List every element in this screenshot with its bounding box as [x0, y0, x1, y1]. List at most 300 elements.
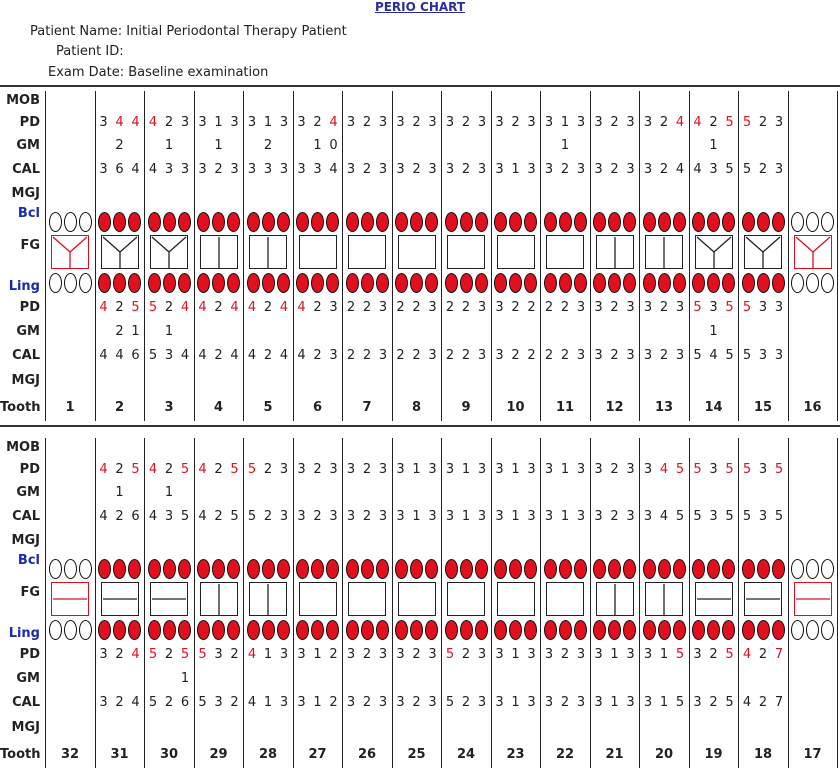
bleeding-site-marked[interactable]: [623, 212, 636, 232]
bleeding-site-marked[interactable]: [593, 273, 606, 293]
lower-tooth-number[interactable]: 22: [555, 747, 575, 762]
lower-lingual-bleeding-sites: [294, 620, 342, 640]
lower-buccal_pd-value: 3: [445, 462, 455, 477]
bleeding-site-marked[interactable]: [574, 212, 587, 232]
bleeding-site-marked[interactable]: [277, 273, 290, 293]
bleeding-site-empty[interactable]: [791, 620, 804, 640]
lower-tooth-number[interactable]: 26: [357, 747, 377, 762]
bleeding-site-marked[interactable]: [509, 273, 522, 293]
lower-buccal_cal-value: 4: [148, 509, 158, 524]
bleeding-site-marked[interactable]: [494, 620, 507, 640]
bleeding-site-marked[interactable]: [197, 212, 210, 232]
bleeding-site-marked[interactable]: [494, 273, 507, 293]
upper-buccal_gm-value: [96, 138, 112, 153]
lower-lingual_pd-value: 3: [346, 647, 356, 662]
bleeding-site-marked[interactable]: [772, 212, 785, 232]
bleeding-site-marked[interactable]: [608, 212, 621, 232]
upper-tooth-number[interactable]: 12: [605, 400, 624, 415]
lower-lingual_pd-value: 2: [329, 647, 338, 662]
bleeding-site-empty[interactable]: [79, 559, 92, 579]
lower-tooth-number[interactable]: 31: [110, 747, 129, 762]
lower-furcation-graphic: [497, 582, 535, 616]
bleeding-site-marked[interactable]: [673, 559, 686, 579]
bleeding-site-marked[interactable]: [376, 273, 389, 293]
bleeding-site-marked[interactable]: [178, 620, 191, 640]
upper-lingual_cal-value: 4: [297, 348, 306, 363]
upper-lingual_pd-value: 3: [626, 300, 635, 315]
bleeding-site-marked[interactable]: [475, 273, 488, 293]
bleeding-site-marked[interactable]: [460, 559, 473, 579]
lower-furcation-graphic: [398, 582, 436, 616]
upper-tooth-number[interactable]: 7: [362, 400, 372, 415]
bleeding-site-marked[interactable]: [692, 620, 705, 640]
bleeding-site-marked[interactable]: [296, 559, 309, 579]
bleeding-site-marked[interactable]: [772, 273, 785, 293]
bleeding-site-marked[interactable]: [707, 273, 720, 293]
bleeding-site-marked[interactable]: [623, 559, 636, 579]
bleeding-site-empty[interactable]: [821, 273, 834, 293]
bleeding-site-marked[interactable]: [692, 273, 705, 293]
bleeding-site-marked[interactable]: [524, 559, 537, 579]
upper-buccal_cal-cell: [591, 162, 639, 177]
lower-lingual_cal-value: 3: [297, 695, 306, 710]
bleeding-site-marked[interactable]: [128, 212, 141, 232]
upper-buccal_pd-value: 3: [297, 115, 306, 130]
bleeding-site-marked[interactable]: [361, 212, 374, 232]
bleeding-site-marked[interactable]: [98, 273, 111, 293]
bleeding-site-marked[interactable]: [757, 559, 770, 579]
bleeding-site-marked[interactable]: [247, 620, 260, 640]
bleeding-site-marked[interactable]: [559, 620, 572, 640]
bleeding-site-marked[interactable]: [197, 273, 210, 293]
bleeding-site-marked[interactable]: [692, 212, 705, 232]
bleeding-site-marked[interactable]: [524, 620, 537, 640]
upper-tooth-number[interactable]: 1: [65, 400, 75, 415]
upper-tooth-number[interactable]: 11: [555, 400, 575, 415]
upper-lingual_pd-value: 3: [495, 300, 504, 315]
bleeding-site-marked[interactable]: [425, 273, 438, 293]
upper-buccal-bleeding-sites: [640, 212, 688, 232]
lower-column-separator: [788, 438, 789, 768]
bleeding-site-marked[interactable]: [197, 620, 210, 640]
lower-lingual_cal-value: 5: [445, 695, 455, 710]
bleeding-site-marked[interactable]: [722, 212, 735, 232]
bleeding-site-marked[interactable]: [722, 620, 735, 640]
lower-buccal_cal-value: 2: [610, 509, 619, 524]
upper-buccal_cal-cell: [640, 162, 688, 177]
upper-tooth-number[interactable]: 6: [312, 400, 323, 415]
lower-lingual-bleeding-sites: [690, 620, 738, 640]
bleeding-site-marked[interactable]: [212, 620, 225, 640]
upper-buccal_pd-value: 2: [461, 115, 471, 130]
upper-tooth-number[interactable]: 15: [753, 400, 773, 415]
bleeding-site-empty[interactable]: [49, 620, 62, 640]
bleeding-site-marked[interactable]: [326, 273, 339, 293]
lower-tooth-number[interactable]: 32: [60, 747, 80, 762]
bleeding-site-marked[interactable]: [658, 212, 671, 232]
bleeding-site-marked[interactable]: [98, 212, 111, 232]
upper-buccal-bleeding-sites: [343, 212, 391, 232]
bleeding-site-marked[interactable]: [608, 273, 621, 293]
bleeding-site-marked[interactable]: [757, 212, 770, 232]
bleeding-site-marked[interactable]: [113, 273, 126, 293]
upper-buccal_gm-value: 1: [560, 138, 570, 153]
bleeding-site-marked[interactable]: [460, 273, 473, 293]
lower-buccal_pd-value: 3: [428, 462, 437, 477]
upper-lingual_pd-value: 2: [659, 300, 669, 315]
bleeding-site-marked[interactable]: [707, 620, 720, 640]
middle-divider: [0, 425, 840, 427]
bleeding-site-empty[interactable]: [791, 559, 804, 579]
bleeding-site-marked[interactable]: [509, 212, 522, 232]
bleeding-site-marked[interactable]: [757, 273, 770, 293]
lower-tooth-number[interactable]: 21: [605, 747, 624, 762]
bleeding-site-marked[interactable]: [608, 559, 621, 579]
lower-buccal_cal-value: 5: [725, 509, 734, 524]
bleeding-site-marked[interactable]: [460, 620, 473, 640]
lower-buccal_cal-value: 3: [445, 509, 455, 524]
bleeding-site-marked[interactable]: [163, 620, 176, 640]
bleeding-site-marked[interactable]: [772, 559, 785, 579]
lower-tooth-number[interactable]: 17: [803, 747, 822, 762]
bleeding-site-marked[interactable]: [311, 620, 324, 640]
upper-buccal_pd-cell: [739, 115, 787, 130]
row-label-gm: GM: [16, 485, 40, 500]
lower-tooth-number[interactable]: 28: [258, 747, 278, 762]
bleeding-site-marked[interactable]: [296, 273, 309, 293]
bleeding-site-marked[interactable]: [410, 620, 423, 640]
lower-tooth-number[interactable]: 29: [209, 747, 228, 762]
bleeding-site-marked[interactable]: [425, 559, 438, 579]
bleeding-site-marked[interactable]: [395, 620, 408, 640]
upper-furcation-graphic: [348, 235, 386, 269]
upper-tooth-number[interactable]: 2: [114, 400, 125, 415]
bleeding-site-marked[interactable]: [346, 273, 359, 293]
bleeding-site-marked[interactable]: [326, 620, 339, 640]
bleeding-site-marked[interactable]: [460, 212, 473, 232]
bleeding-site-marked[interactable]: [148, 212, 161, 232]
bleeding-site-marked[interactable]: [494, 559, 507, 579]
lower-lingual_cal-value: 2: [115, 695, 124, 710]
bleeding-site-marked[interactable]: [544, 212, 557, 232]
bleeding-site-empty[interactable]: [79, 273, 92, 293]
bleeding-site-marked[interactable]: [742, 212, 755, 232]
upper-tooth-number[interactable]: 16: [803, 400, 822, 415]
lower-lingual_pd-value: 3: [378, 647, 388, 662]
lower-tooth-number[interactable]: 20: [654, 747, 674, 762]
bleeding-site-marked[interactable]: [445, 620, 458, 640]
bleeding-site-marked[interactable]: [692, 559, 705, 579]
bleeding-site-marked[interactable]: [227, 559, 240, 579]
bleeding-site-marked[interactable]: [593, 620, 606, 640]
upper-buccal_cal-value: 3: [180, 162, 190, 177]
bleeding-site-marked[interactable]: [445, 273, 458, 293]
bleeding-site-marked[interactable]: [361, 620, 374, 640]
bleeding-site-empty[interactable]: [49, 273, 62, 293]
lower-tooth-number[interactable]: 30: [159, 747, 179, 762]
bleeding-site-marked[interactable]: [277, 620, 290, 640]
bleeding-site-empty[interactable]: [806, 273, 819, 293]
bleeding-site-marked[interactable]: [673, 273, 686, 293]
bleeding-site-marked[interactable]: [475, 620, 488, 640]
lower-lingual_cal-value: 4: [742, 695, 752, 710]
bleeding-site-marked[interactable]: [593, 559, 606, 579]
lower-buccal-bleeding-sites: [244, 559, 292, 579]
bleeding-site-marked[interactable]: [376, 620, 389, 640]
bleeding-site-marked[interactable]: [113, 620, 126, 640]
bleeding-site-marked[interactable]: [227, 273, 240, 293]
upper-buccal_cal-cell: [442, 162, 490, 177]
upper-lingual_pd-cell: [591, 300, 639, 315]
bleeding-site-marked[interactable]: [178, 559, 191, 579]
bleeding-site-marked[interactable]: [113, 212, 126, 232]
bleeding-site-marked[interactable]: [658, 620, 671, 640]
bleeding-site-marked[interactable]: [311, 559, 324, 579]
bleeding-site-marked[interactable]: [98, 559, 111, 579]
bleeding-site-empty[interactable]: [806, 559, 819, 579]
bleeding-site-marked[interactable]: [643, 212, 656, 232]
upper-tooth-number[interactable]: 10: [506, 400, 525, 415]
bleeding-site-marked[interactable]: [311, 212, 324, 232]
lower-buccal_pd-value: 2: [214, 462, 223, 477]
bleeding-site-marked[interactable]: [574, 620, 587, 640]
bleeding-site-marked[interactable]: [623, 620, 636, 640]
upper-tooth-number[interactable]: 8: [411, 400, 422, 415]
bleeding-site-marked[interactable]: [262, 273, 275, 293]
bleeding-site-marked[interactable]: [178, 273, 191, 293]
bleeding-site-marked[interactable]: [227, 212, 240, 232]
bleeding-site-marked[interactable]: [163, 559, 176, 579]
lower-tooth-number[interactable]: 18: [753, 747, 773, 762]
lower-buccal-bleeding-sites: [541, 559, 589, 579]
lower-lingual_cal-value: 5: [725, 695, 734, 710]
lower-buccal_pd-value: 3: [279, 462, 289, 477]
upper-buccal_gm-value: [227, 138, 243, 153]
upper-lingual_cal-value: 4: [247, 348, 257, 363]
bleeding-site-marked[interactable]: [326, 559, 339, 579]
upper-lingual_gm-value: 2: [115, 324, 124, 339]
lower-lingual_cal-cell: [492, 695, 540, 710]
lower-lingual_pd-cell: [640, 647, 688, 662]
upper-tooth-number[interactable]: 5: [263, 400, 273, 415]
bleeding-site-marked[interactable]: [559, 273, 572, 293]
bleeding-site-marked[interactable]: [395, 212, 408, 232]
bleeding-site-marked[interactable]: [98, 620, 111, 640]
bleeding-site-marked[interactable]: [311, 273, 324, 293]
bleeding-site-marked[interactable]: [623, 273, 636, 293]
lower-buccal_pd-value: 5: [693, 462, 702, 477]
bleeding-site-marked[interactable]: [742, 559, 755, 579]
lower-lingual_cal-value: 7: [774, 695, 784, 710]
bleeding-site-marked[interactable]: [643, 273, 656, 293]
lower-column-separator: [639, 438, 640, 768]
bleeding-site-empty[interactable]: [79, 212, 92, 232]
bleeding-site-marked[interactable]: [509, 620, 522, 640]
bleeding-site-empty[interactable]: [49, 559, 62, 579]
bleeding-site-marked[interactable]: [247, 212, 260, 232]
bleeding-site-marked[interactable]: [574, 559, 587, 579]
bleeding-site-marked[interactable]: [574, 273, 587, 293]
bleeding-site-marked[interactable]: [227, 620, 240, 640]
lower-lingual_pd-value: 2: [560, 647, 570, 662]
bleeding-site-marked[interactable]: [395, 273, 408, 293]
exam-date-label: Exam Date:: [48, 65, 125, 80]
bleeding-site-marked[interactable]: [722, 273, 735, 293]
bleeding-site-marked[interactable]: [128, 559, 141, 579]
bleeding-site-empty[interactable]: [64, 273, 77, 293]
bleeding-site-marked[interactable]: [262, 559, 275, 579]
lower-buccal-bleeding-sites: [46, 559, 94, 579]
bleeding-site-empty[interactable]: [64, 559, 77, 579]
bleeding-site-marked[interactable]: [148, 273, 161, 293]
bleeding-site-marked[interactable]: [361, 273, 374, 293]
bleeding-site-marked[interactable]: [376, 212, 389, 232]
bleeding-site-marked[interactable]: [212, 273, 225, 293]
lower-tooth-number[interactable]: 25: [407, 747, 426, 762]
bleeding-site-marked[interactable]: [296, 620, 309, 640]
bleeding-site-marked[interactable]: [262, 620, 275, 640]
bleeding-site-marked[interactable]: [212, 212, 225, 232]
bleeding-site-marked[interactable]: [559, 212, 572, 232]
bleeding-site-marked[interactable]: [376, 559, 389, 579]
bleeding-site-marked[interactable]: [445, 212, 458, 232]
lower-lingual-bleeding-sites: [195, 620, 243, 640]
upper-buccal_gm-value: 1: [313, 138, 322, 153]
bleeding-site-marked[interactable]: [277, 212, 290, 232]
lower-buccal_pd-value: 2: [362, 462, 372, 477]
lower-buccal_pd-value: 4: [659, 462, 669, 477]
bleeding-site-marked[interactable]: [544, 559, 557, 579]
furcation-lines: [745, 583, 781, 615]
bleeding-site-marked[interactable]: [658, 559, 671, 579]
bleeding-site-empty[interactable]: [49, 212, 62, 232]
bleeding-site-empty[interactable]: [806, 620, 819, 640]
upper-buccal-bleeding-sites: [393, 212, 441, 232]
upper-buccal_pd-value: 1: [214, 115, 223, 130]
bleeding-site-marked[interactable]: [346, 559, 359, 579]
bleeding-site-marked[interactable]: [445, 559, 458, 579]
upper-lingual_cal-value: 2: [412, 348, 421, 363]
bleeding-site-marked[interactable]: [178, 212, 191, 232]
lower-lingual_pd-value: 5: [725, 647, 734, 662]
lower-lingual_cal-value: 5: [148, 695, 158, 710]
lower-tooth-number[interactable]: 19: [704, 747, 723, 762]
upper-tooth-number[interactable]: 14: [704, 400, 723, 415]
bleeding-site-marked[interactable]: [128, 620, 141, 640]
bleeding-site-empty[interactable]: [791, 212, 804, 232]
bleeding-site-marked[interactable]: [593, 212, 606, 232]
bleeding-site-marked[interactable]: [247, 559, 260, 579]
bleeding-site-marked[interactable]: [722, 559, 735, 579]
bleeding-site-marked[interactable]: [148, 620, 161, 640]
bleeding-site-marked[interactable]: [757, 620, 770, 640]
upper-tooth-number[interactable]: 13: [654, 400, 674, 415]
bleeding-site-marked[interactable]: [509, 559, 522, 579]
bleeding-site-marked[interactable]: [643, 620, 656, 640]
bleeding-site-marked[interactable]: [494, 212, 507, 232]
bleeding-site-marked[interactable]: [742, 273, 755, 293]
bleeding-site-marked[interactable]: [128, 273, 141, 293]
bleeding-site-marked[interactable]: [643, 559, 656, 579]
upper-tooth-number[interactable]: 9: [461, 400, 471, 415]
bleeding-site-marked[interactable]: [148, 559, 161, 579]
bleeding-site-marked[interactable]: [742, 620, 755, 640]
bleeding-site-marked[interactable]: [346, 212, 359, 232]
bleeding-site-marked[interactable]: [277, 559, 290, 579]
bleeding-site-empty[interactable]: [821, 620, 834, 640]
bleeding-site-marked[interactable]: [346, 620, 359, 640]
lower-tooth-number[interactable]: 24: [456, 747, 476, 762]
bleeding-site-marked[interactable]: [163, 273, 176, 293]
upper-lingual_pd-value: 2: [362, 300, 372, 315]
bleeding-site-marked[interactable]: [544, 273, 557, 293]
bleeding-site-empty[interactable]: [821, 212, 834, 232]
lower-lingual_cal-value: 3: [626, 695, 635, 710]
bleeding-site-marked[interactable]: [296, 212, 309, 232]
bleeding-site-empty[interactable]: [806, 212, 819, 232]
bleeding-site-marked[interactable]: [608, 620, 621, 640]
exam-date-value: Baseline examination: [128, 65, 269, 80]
lower-buccal_cal-value: 3: [428, 509, 437, 524]
bleeding-site-marked[interactable]: [772, 620, 785, 640]
upper-lingual_pd-cell: [145, 300, 193, 315]
bleeding-site-marked[interactable]: [673, 212, 686, 232]
upper-tooth-number[interactable]: 4: [213, 400, 224, 415]
bleeding-site-marked[interactable]: [212, 559, 225, 579]
bleeding-site-marked[interactable]: [410, 559, 423, 579]
bleeding-site-marked[interactable]: [410, 273, 423, 293]
bleeding-site-marked[interactable]: [707, 212, 720, 232]
bleeding-site-marked[interactable]: [425, 212, 438, 232]
bleeding-site-empty[interactable]: [791, 273, 804, 293]
bleeding-site-marked[interactable]: [524, 273, 537, 293]
upper-buccal_cal-value: 3: [445, 162, 455, 177]
bleeding-site-marked[interactable]: [658, 273, 671, 293]
bleeding-site-marked[interactable]: [559, 559, 572, 579]
bleeding-site-marked[interactable]: [262, 212, 275, 232]
bleeding-site-marked[interactable]: [544, 620, 557, 640]
lower-column-separator: [194, 438, 195, 768]
upper-buccal_pd-value: 3: [396, 115, 405, 130]
bleeding-site-empty[interactable]: [64, 212, 77, 232]
bleeding-site-marked[interactable]: [197, 559, 210, 579]
bleeding-site-empty[interactable]: [821, 559, 834, 579]
bleeding-site-marked[interactable]: [163, 212, 176, 232]
upper-buccal_cal-value: 2: [362, 162, 372, 177]
bleeding-site-marked[interactable]: [673, 620, 686, 640]
bleeding-site-marked[interactable]: [361, 559, 374, 579]
bleeding-site-marked[interactable]: [707, 559, 720, 579]
bleeding-site-marked[interactable]: [410, 212, 423, 232]
upper-tooth-number[interactable]: 3: [164, 400, 174, 415]
bleeding-site-marked[interactable]: [113, 559, 126, 579]
bleeding-site-empty[interactable]: [79, 620, 92, 640]
bleeding-site-marked[interactable]: [524, 212, 537, 232]
lower-buccal_gm-cell: [145, 485, 193, 500]
bleeding-site-marked[interactable]: [326, 212, 339, 232]
row-label-mgj: MGJ: [11, 720, 40, 735]
bleeding-site-marked[interactable]: [475, 212, 488, 232]
lower-tooth-number[interactable]: 27: [308, 747, 327, 762]
bleeding-site-marked[interactable]: [247, 273, 260, 293]
upper-lingual_cal-value: 2: [445, 348, 455, 363]
lower-tooth-number[interactable]: 23: [506, 747, 525, 762]
bleeding-site-marked[interactable]: [395, 559, 408, 579]
bleeding-site-marked[interactable]: [425, 620, 438, 640]
bleeding-site-marked[interactable]: [475, 559, 488, 579]
row-label-mgj: MGJ: [11, 186, 40, 201]
bleeding-site-empty[interactable]: [64, 620, 77, 640]
